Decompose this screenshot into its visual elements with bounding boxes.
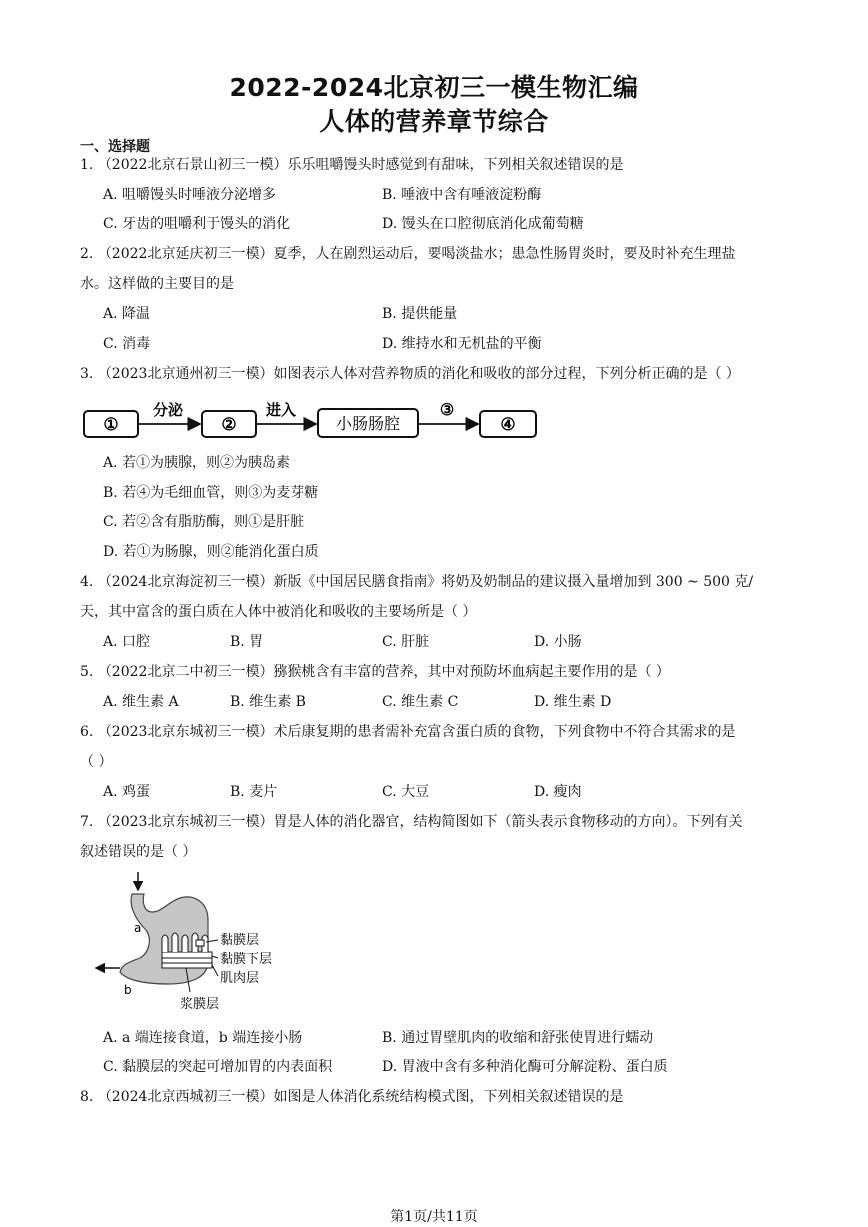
question-4: 4. （2024北京海淀初三一模）新版《中国居民膳食指南》将奶及奶制品的建议摄入量增加到 300 ~ 500 克/ [80, 574, 754, 590]
flow-arrow-1-label: 分泌 [152, 401, 184, 419]
q2-option-c: C. 消毒 [103, 336, 151, 352]
question-7-cont: 叙述错误的是（ ） [80, 844, 197, 860]
q5-option-a: A. 维生素 A [103, 694, 179, 710]
q1-option-a: A. 咀嚼馒头时唾液分泌增多 [103, 187, 277, 203]
flow-box-4-label: ④ [500, 415, 516, 435]
stomach-diagram [90, 868, 290, 1016]
q6-option-d: D. 瘦肉 [534, 784, 582, 800]
question-2: 2. （2022北京延庆初三一模）夏季，人在剧烈运动后，要喝淡盐水；患急性肠胃炎时，要及时补充生理盐 [80, 246, 736, 262]
question-6-cont: （ ） [80, 754, 113, 770]
q4-option-d: D. 小肠 [534, 634, 582, 650]
q7-option-c: C. 黏膜层的突起可增加胃的内表面积 [103, 1059, 333, 1075]
q6-option-a: A. 鸡蛋 [103, 784, 151, 800]
question-2-cont: 水。这样做的主要目的是 [80, 276, 234, 292]
q3-option-c: C. 若②含有脂肪酶，则①是肝脏 [103, 514, 305, 530]
label-a: a [134, 921, 142, 935]
q1-option-d: D. 馒头在口腔彻底消化成葡萄糖 [382, 216, 584, 232]
q1-option-c: C. 牙齿的咀嚼利于馒头的消化 [103, 216, 291, 232]
question-8: 8. （2024北京西城初三一模）如图是人体消化系统结构模式图，下列相关叙述错误的是 [80, 1089, 624, 1105]
flow-arrow-2-label: 进入 [265, 401, 297, 419]
q2-option-a: A. 降温 [103, 306, 151, 322]
digestion-flow-diagram [82, 400, 542, 448]
q5-option-b: B. 维生素 B [230, 694, 306, 710]
label-submucosa: 黏膜下层 [220, 952, 273, 967]
q4-option-c: C. 肝脏 [382, 634, 430, 650]
q2-option-b: B. 提供能量 [382, 306, 458, 322]
question-4-cont: 天，其中富含的蛋白质在人体中被消化和吸收的主要场所是（ ） [80, 604, 477, 620]
label-mucosa: 黏膜层 [220, 933, 260, 948]
page-footer: 第1页/共11页 [390, 1209, 478, 1225]
section-heading: 一、选择题 [80, 139, 150, 155]
flow-box-3-label: 小肠肠腔 [335, 414, 401, 433]
q3-option-a: A. 若①为胰腺，则②为胰岛素 [103, 455, 291, 471]
q5-option-c: C. 维生素 C [382, 694, 459, 710]
q3-option-b: B. 若④为毛细血管，则③为麦芽糖 [103, 485, 319, 501]
q4-option-a: A. 口腔 [103, 634, 151, 650]
question-1: 1. （2022北京石景山初三一模）乐乐咀嚼馒头时感觉到有甜味，下列相关叙述错误的是 [80, 157, 624, 173]
q2-option-d: D. 维持水和无机盐的平衡 [382, 336, 542, 352]
q4-option-b: B. 胃 [230, 634, 264, 650]
flow-arrow-3-label: ③ [439, 400, 455, 419]
q7-option-b: B. 通过胃壁肌肉的收缩和舒张使胃进行蠕动 [382, 1030, 654, 1046]
flow-box-2-label: ② [221, 415, 237, 435]
question-5: 5. （2022北京二中初三一模）猕猴桃含有丰富的营养，其中对预防坏血病起主要作用的是（ ） [80, 664, 670, 680]
q6-option-c: C. 大豆 [382, 784, 430, 800]
q7-option-d: D. 胃液中含有多种消化酶可分解淀粉、蛋白质 [382, 1059, 668, 1075]
q1-option-b: B. 唾液中含有唾液淀粉酶 [382, 187, 542, 203]
document-subtitle: 人体的营养章节综合 [319, 107, 549, 136]
label-b: b [124, 983, 132, 997]
label-serosa: 浆膜层 [180, 997, 220, 1012]
q7-option-a: A. a 端连接食道，b 端连接小肠 [103, 1030, 303, 1046]
q3-option-d: D. 若①为肠腺，则②能消化蛋白质 [103, 544, 319, 560]
q6-option-b: B. 麦片 [230, 784, 278, 800]
flow-box-1-label: ① [103, 415, 119, 435]
document-title: 2022-2024北京初三一模生物汇编 [229, 73, 639, 102]
question-7: 7. （2023北京东城初三一模）胃是人体的消化器官，结构简图如下（箭头表示食物移动的方向）。下列有关 [80, 814, 743, 830]
question-3: 3. （2023北京通州初三一模）如图表示人体对营养物质的消化和吸收的部分过程，下列分析正确的是（ ） [80, 366, 740, 382]
question-6: 6. （2023北京东城初三一模）术后康复期的患者需补充富含蛋白质的食物，下列食物中不符合其需求的是 [80, 724, 736, 740]
label-muscle: 肌肉层 [220, 971, 260, 986]
q5-option-d: D. 维生素 D [534, 694, 612, 710]
